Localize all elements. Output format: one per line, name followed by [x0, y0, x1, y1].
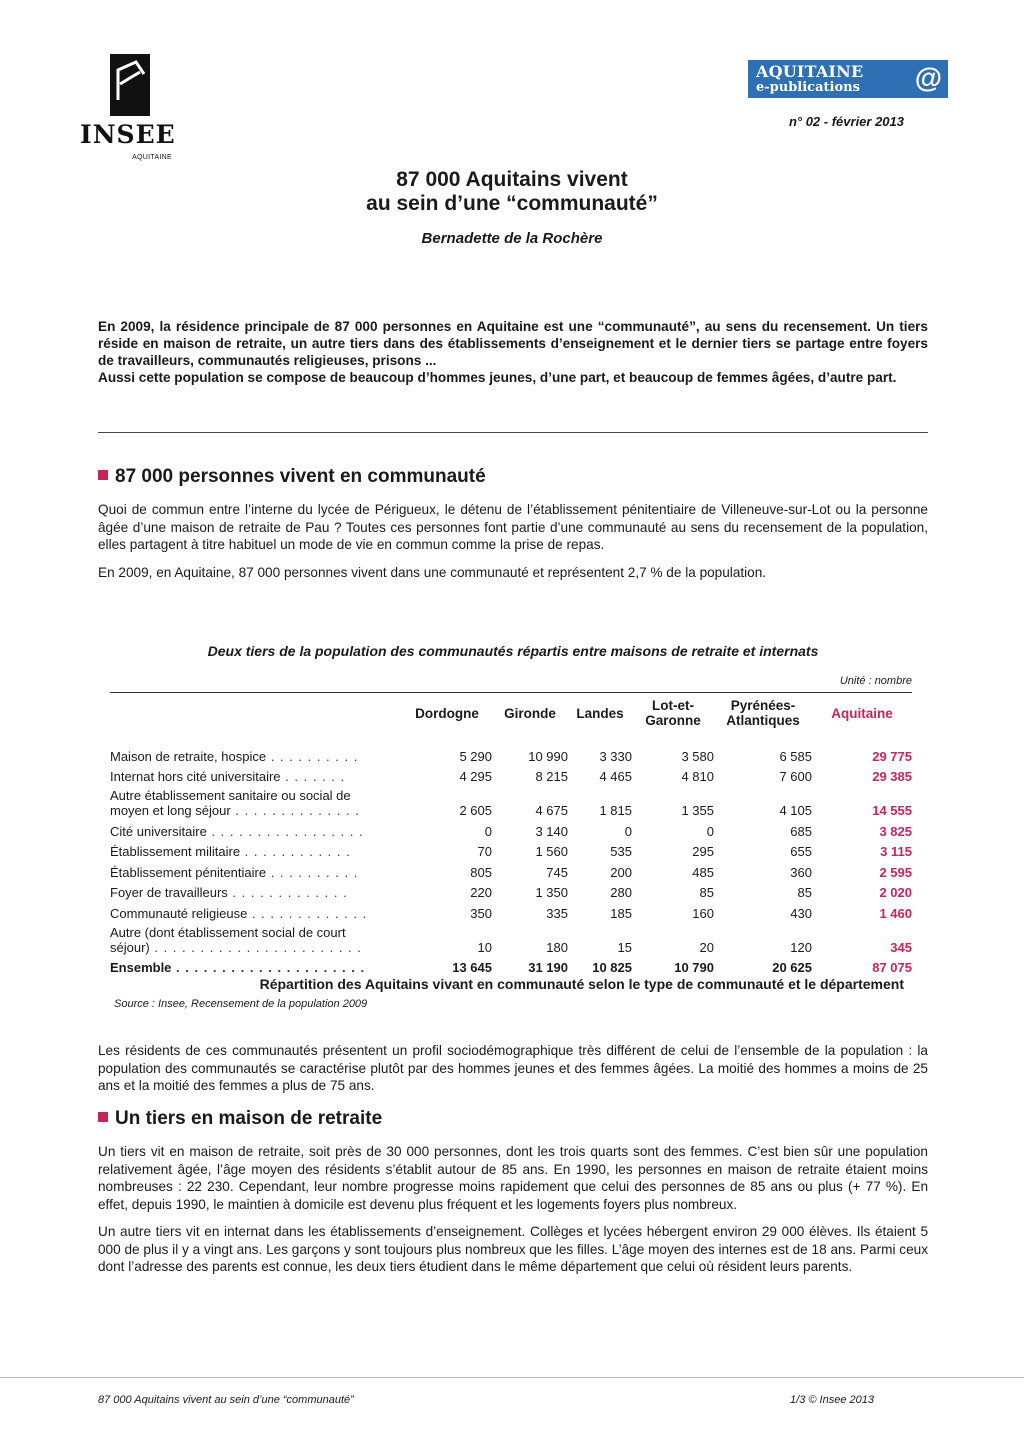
- table-cell: 10: [477, 939, 492, 955]
- bullet-square-icon: [98, 1112, 108, 1122]
- intro-paragraph: Aussi cette population se compose de beaucoup d’hommes jeunes, d’une part, et beaucoup de femmes âgées, d’autre part.: [98, 370, 897, 385]
- table-cell: 3 580: [681, 748, 714, 764]
- table-row: Communauté religieuse . . . . . . . . . . . . . 350 335 185 160 430 1 460: [110, 900, 912, 921]
- row-label: Autre (dont établissement social de court séjour): [110, 924, 346, 955]
- table-cell: 345: [890, 939, 912, 955]
- table-unit: Unité : nombre: [839, 675, 912, 687]
- table-cell: 295: [692, 844, 714, 859]
- title-line2: au sein d’une “communauté”: [366, 192, 658, 215]
- table-cell: 1 560: [535, 844, 568, 859]
- row-label: Communauté religieuse: [110, 905, 248, 921]
- table-cell: 360: [790, 864, 812, 880]
- section-heading-text: 87 000 personnes vivent en communauté: [115, 466, 486, 487]
- table-cell: 200: [610, 864, 632, 880]
- table-row: Internat hors cité universitaire . . . . . . . 4 295 8 215 4 465 4 810 7 600 29 385: [110, 764, 912, 785]
- body-paragraph: En 2009, en Aquitaine, 87 000 personnes vivent dans une communauté et représentent 2,7 % de la population.: [98, 564, 767, 580]
- table-cell: 1 355: [681, 803, 714, 818]
- section-body: [98, 501, 928, 591]
- table-cell: 685: [790, 823, 812, 839]
- table-cell: 485: [692, 864, 714, 880]
- footer-page-number: 1/3 © Insee 2013: [790, 1394, 874, 1406]
- header-blank: [110, 695, 402, 731]
- table-cell: 85: [699, 885, 714, 900]
- data-table: [110, 695, 912, 975]
- col-header: Lot-et- Garonne: [645, 698, 701, 728]
- table-cell: 3 115: [880, 844, 912, 859]
- table-cell: 185: [610, 905, 632, 921]
- insee-logo: [80, 54, 176, 166]
- table-cell: 3 330: [599, 748, 632, 764]
- table-cell: 20: [699, 939, 714, 955]
- table-source: Source : Insee, Recensement de la population 2009: [114, 998, 368, 1010]
- bullet-square-icon: [98, 470, 108, 480]
- at-icon: @: [914, 62, 942, 93]
- table-cell: 2 020: [879, 885, 912, 900]
- table-cell: 1 815: [599, 803, 632, 818]
- author: Bernadette de la Rochère: [421, 230, 603, 247]
- logo-mark-icon: [110, 54, 150, 116]
- row-label: Internat hors cité universitaire: [110, 769, 281, 784]
- footer-title: 87 000 Aquitains vivent au sein d’une “communauté”: [98, 1394, 354, 1406]
- page-title: [200, 168, 824, 216]
- table-cell: 120: [790, 939, 812, 955]
- divider: [98, 432, 928, 433]
- table-row: Autre établissement sanitaire ou social de moyen et long séjour . . . . . . . . . . . . . . 2 605 4 675 1 815 1 355 4 105 14 555: [110, 784, 912, 818]
- footer-rule: [0, 1377, 1024, 1378]
- table-cell: 10 825: [592, 960, 632, 975]
- table-cell: 745: [546, 864, 568, 880]
- row-label: Établissement pénitentiaire: [110, 864, 267, 880]
- table-total-row: Ensemble . . . . . . . . . . . . . . . . . . . . . 13 645 31 190 10 825 10 790 20 625 87 075: [110, 955, 912, 976]
- table-header-row: [110, 695, 912, 731]
- row-label: Foyer de travailleurs: [110, 885, 228, 900]
- row-label: Ensemble: [110, 960, 172, 975]
- body-paragraph: Quoi de commun entre l’interne du lycée de Périgueux, le détenu de l’établissement pénitentiaire de Villeneuve-sur-Lot ou la personne âgée d’une maison de retraite de Pau ? Toutes ces personnes font partie d’une communauté au sens du recensement de la population, elles partagent à titre habituel un mode de vie en commun comme la prise de repas.: [98, 502, 928, 552]
- table-cell: 3 140: [535, 823, 568, 839]
- table-title: Deux tiers de la population des communautés répartis entre maisons de retraite et internats: [207, 643, 819, 659]
- table-cell: 4 810: [681, 769, 714, 784]
- row-label: Établissement militaire: [110, 844, 241, 859]
- col-header: Aquitaine: [831, 705, 893, 721]
- table-cell: 10 990: [528, 748, 568, 764]
- publication-badge[interactable]: [748, 60, 948, 98]
- body-paragraph: Un autre tiers vit en internat dans les établissements d’enseignement. Collèges et lycées hébergent environ 29 000 élèves. Ils étaient 5 000 de plus il y a vingt ans. Les garçons y sont toujours plus nombreux que les filles. L’âge moyen des internes est de 18 ans. Parmi ceux dont l’adresse des parents est connue, les deux tiers étudient dans le même département que celui où résident leurs parents.: [98, 1224, 928, 1274]
- col-header: Pyrénées- Atlantiques: [726, 698, 800, 728]
- table-row: Foyer de travailleurs . . . . . . . . . . . . . 220 1 350 280 85 85 2 020: [110, 880, 912, 901]
- title-line1: 87 000 Aquitains vivent: [396, 168, 628, 191]
- body-paragraph: Les résidents de ces communautés présentent un profil sociodémographique très différent de celui de l’ensemble de la population : la population des communautés se caractérise plutôt par des hommes jeunes et des femmes âgées. La moitié des hommes a moins de 25 ans et la moitié des femmes a plus de 75 ans.: [98, 1043, 928, 1093]
- table-cell: 5 290: [459, 748, 492, 764]
- table-cell: 0: [624, 823, 632, 839]
- issue-number: n° 02 - février 2013: [788, 114, 904, 129]
- section-body: [98, 1143, 928, 1286]
- table-cell: 8 215: [535, 769, 568, 784]
- col-header: Gironde: [504, 705, 556, 721]
- col-header: Landes: [576, 705, 624, 721]
- table-cell: 29 775: [872, 748, 912, 764]
- section-heading-text: Un tiers en maison de retraite: [115, 1108, 383, 1129]
- table-cell: 1 460: [879, 905, 912, 921]
- table-cell: 10 790: [674, 960, 714, 975]
- table-cell: 2 595: [879, 864, 912, 880]
- table-cell: 160: [692, 905, 714, 921]
- logo-wordmark: INSEE: [80, 120, 176, 149]
- table-cell: 335: [546, 905, 568, 921]
- table-cell: 2 605: [459, 803, 492, 818]
- section-heading: [98, 466, 486, 488]
- table-cell: 85: [797, 885, 812, 900]
- table-cell: 350: [470, 905, 492, 921]
- table-cell: 1 350: [535, 885, 568, 900]
- logo-subtitle: AQUITAINE: [132, 154, 172, 161]
- table-cell: 6 585: [779, 748, 812, 764]
- table-cell: 805: [470, 864, 492, 880]
- table-cell: 29 385: [872, 769, 912, 784]
- table-cell: 655: [790, 844, 812, 859]
- table-cell: 220: [470, 885, 492, 900]
- table-cell: 0: [484, 823, 492, 839]
- section-heading: [98, 1108, 382, 1130]
- table-row: Maison de retraite, hospice . . . . . . . . . . 5 290 10 990 3 330 3 580 6 585 29 775: [110, 743, 912, 764]
- table-cell: 70: [477, 844, 492, 859]
- table-cell: 4 675: [535, 803, 568, 818]
- table-cell: 7 600: [779, 769, 812, 784]
- table-cell: 280: [610, 885, 632, 900]
- table-cell: 4 105: [779, 803, 812, 818]
- intro-paragraph: En 2009, la résidence principale de 87 000 personnes en Aquitaine est une “communauté”, au sens du recensement. Un tiers réside en maison de retraite, un autre tiers dans des établissements d’enseignement et le dernier tiers se partage entre foyers de travailleurs, communautés religieuses, prisons ...: [98, 319, 928, 368]
- table-cell: 430: [790, 905, 812, 921]
- table-cell: 13 645: [452, 960, 492, 975]
- col-header: Dordogne: [415, 705, 479, 721]
- table-top-rule: [110, 692, 912, 693]
- table-cell: 31 190: [528, 960, 568, 975]
- row-label: Cité universitaire: [110, 823, 207, 839]
- table-cell: 535: [610, 844, 632, 859]
- table-cell: 87 075: [872, 960, 912, 975]
- table-cell: 4 295: [459, 769, 492, 784]
- body-paragraph: Un tiers vit en maison de retraite, soit près de 30 000 personnes, dont les trois quarts sont des femmes. C’est bien sûr une population relativement âgée, l’âge moyen des résidents s’établit autour de 85 ans. En 1990, les personnes en maison de retraite étaient moins nombreuses : 22 230. Cependant, leur nombre progresse moins rapidement que celui des personnes de 85 ans ou plus (+ 77 %). En effet, depuis 1990, le maintien à domicile est devenu plus fréquent et les logements foyers plus nombreux.: [98, 1144, 928, 1212]
- table-cell: 4 465: [599, 769, 632, 784]
- table-cell: 15: [617, 939, 632, 955]
- badge-line1: AQUITAINE: [756, 62, 864, 81]
- table-cell: 14 555: [872, 803, 912, 818]
- table-row: Établissement militaire . . . . . . . . . . . . 70 1 560 535 295 655 3 115: [110, 839, 912, 860]
- table-row: Cité universitaire . . . . . . . . . . . . . . . . . 0 3 140 0 0 685 3 825: [110, 818, 912, 839]
- row-label: Autre établissement sanitaire ou social de moyen et long séjour: [110, 788, 351, 818]
- table-caption: Répartition des Aquitains vivant en communauté selon le type de communauté et le département: [259, 976, 904, 992]
- table-row: Autre (dont établissement social de court séjour) . . . . . . . . . . . . . . . . . . . . . . . 10 180 15 20 120 345: [110, 921, 912, 955]
- badge-line2: e-publications: [756, 80, 860, 95]
- table-cell: 0: [706, 823, 714, 839]
- intro-abstract: [98, 318, 928, 386]
- table-cell: 180: [546, 939, 568, 955]
- table-cell: 3 825: [879, 823, 912, 839]
- table-row: Établissement pénitentiaire . . . . . . . . . . 805 745 200 485 360 2 595: [110, 859, 912, 880]
- row-label: Maison de retraite, hospice: [110, 748, 267, 764]
- table-cell: 20 625: [772, 960, 812, 975]
